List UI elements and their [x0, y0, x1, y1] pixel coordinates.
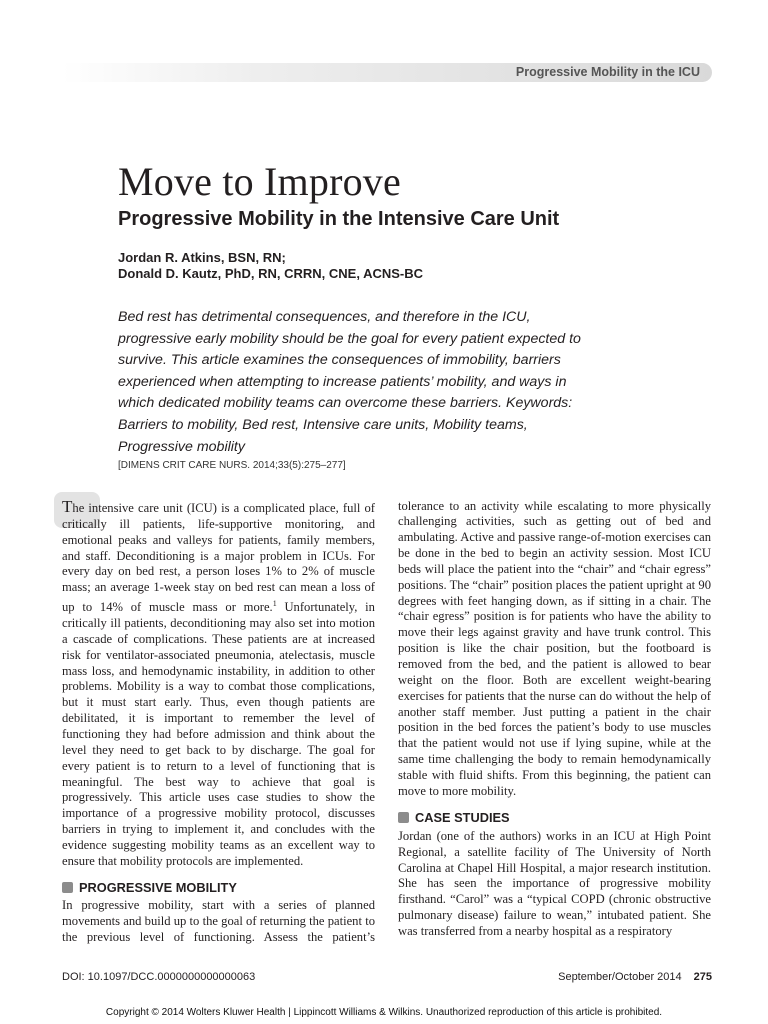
- abstract: [118, 307, 588, 458]
- footer-issue-date: September/October 2014: [558, 971, 682, 983]
- reference-marker: 1: [272, 599, 277, 609]
- article-title: Move to Improve: [118, 159, 401, 204]
- keywords: Keywords: Barriers to mobility, Bed rest, Intensive care units, Mobility teams, Progressive mobility: [118, 395, 573, 455]
- progressive-text-continued: tolerance to an activity while escalating to more physically challenging activities, such as getting out of bed and ambulating. Active and passive range-of-motion exercises can be done in the bed to begin an activity session. Most ICU beds will place the patient into the “chair” and “chair egress” positions. The “chair” position places the patient upright at 90 degrees with feet hanging down, as if sitting in a chair. The “chair egress” position is for patients who have the ability to move their legs against gravity and have trunk control. This position is like the chair position, but the footboard is removed from the bed, and the patient is allowed to bear weight on the floor. Both are excellent weight-bearing exercises for patients that the nurse can do without the help of another staff member. Just putting a patient in the chair position in the bed forces the patient’s body to use muscles that the patient would not use if lying supine, while at the same time challenging the body to remain hemodynamically stable with fluid shifts. From this beginning, the patient can move to more mobility.: [398, 499, 711, 798]
- intro-paragraph: [62, 499, 375, 870]
- copyright-notice: Copyright © 2014 Wolters Kluwer Health | Lippincott Williams & Wilkins. Unauthorized reproduction of this article is prohibited.: [105, 1007, 663, 1018]
- citation: [DIMENS CRIT CARE NURS. 2014;33(5):275–277]: [118, 460, 346, 471]
- case-studies-paragraph: Jordan (one of the authors) works in an ICU at High Point Regional, a satellite facility of The University of North Carolina at Chapel Hill Hospital, a major research institution. She has seen the importance of progressive mobility firsthand. “Carol” was a “typical COPD (chronic obstructive pulmonary disease) failure to wean,” intubated patient. She was transferred from a nearby hospital as a respiratory: [398, 828, 711, 938]
- section-heading-case-studies: [398, 810, 711, 826]
- author-list: [118, 250, 423, 282]
- section-heading-label: CASE STUDIES: [415, 810, 510, 825]
- section-heading-label: PROGRESSIVE MOBILITY: [79, 879, 237, 895]
- section-square-icon: [62, 882, 73, 893]
- article-subtitle: Progressive Mobility in the Intensive Care Unit: [118, 208, 560, 230]
- section-heading-progressive-mobility: [62, 880, 375, 896]
- author-line: Jordan R. Atkins, BSN, RN;: [118, 250, 286, 265]
- author-line: Donald D. Kautz, PhD, RN, CRRN, CNE, ACNS-BC: [118, 266, 424, 281]
- drop-cap: T: [62, 497, 73, 516]
- section-square-icon: [398, 812, 409, 823]
- body-column-left: [62, 499, 375, 946]
- progressive-mobility-paragraph: In progressive mobility, start with a series of planned movements and build up to the goal of returning the patient to the previous level of functioning. Assess the patient’s: [62, 898, 375, 945]
- body-column-right: [398, 499, 711, 940]
- progressive-mobility-continued: [398, 499, 711, 800]
- running-head: Progressive Mobility in the ICU: [515, 65, 700, 79]
- intro-text: he intensive care unit (ICU) is a complicated place, full of critically ill patients, life-supportive monitoring, and emotional peaks and valleys for patients, family members, and staff. Deconditioning is a major problem in ICUs. For every day on bed rest, a person loses 1% to 2% of muscle mass; an average 1-week stay on bed rest can mean a loss of up to 14% of muscle mass or more.: [62, 501, 375, 615]
- page-number: 275: [693, 971, 712, 983]
- abstract-text: Bed rest has detrimental consequences, and therefore in the ICU, progressive early mobility should be the goal for every patient expected to survive. This article examines the consequences of immobility, barriers experienced when attempting to increase patients’ mobility, and ways in which dedicated mobility teams can overcome these barriers.: [118, 309, 581, 412]
- intro-text-continued: Unfortunately, in critically ill patients, deconditioning may also set into motion a cascade of complications. These patients are at increased risk for ventilator-associated pneumonia, atelectasis, muscle mass loss, and hemodynamic instability, in addition to other problems. Mobility is a way to combat those complications, but it must start early. Thus, even though patients are debilitated, it is important to remember the level of functioning they had before admission and think about the level they need to get back to by discharge. The goal for every patient is to return to a level of functioning that is meaningful. The best way to achieve that goal is progressively. This article uses case studies to show the importance of a progressive mobility protocol, discusses barriers in trying to implement it, and concludes with the evidence suggesting mobility teams as an excellent way to ensure that mobility protocols are implemented.: [62, 600, 375, 868]
- footer-doi: DOI: 10.1097/DCC.0000000000000063: [62, 971, 256, 983]
- footer-issue: [558, 971, 712, 983]
